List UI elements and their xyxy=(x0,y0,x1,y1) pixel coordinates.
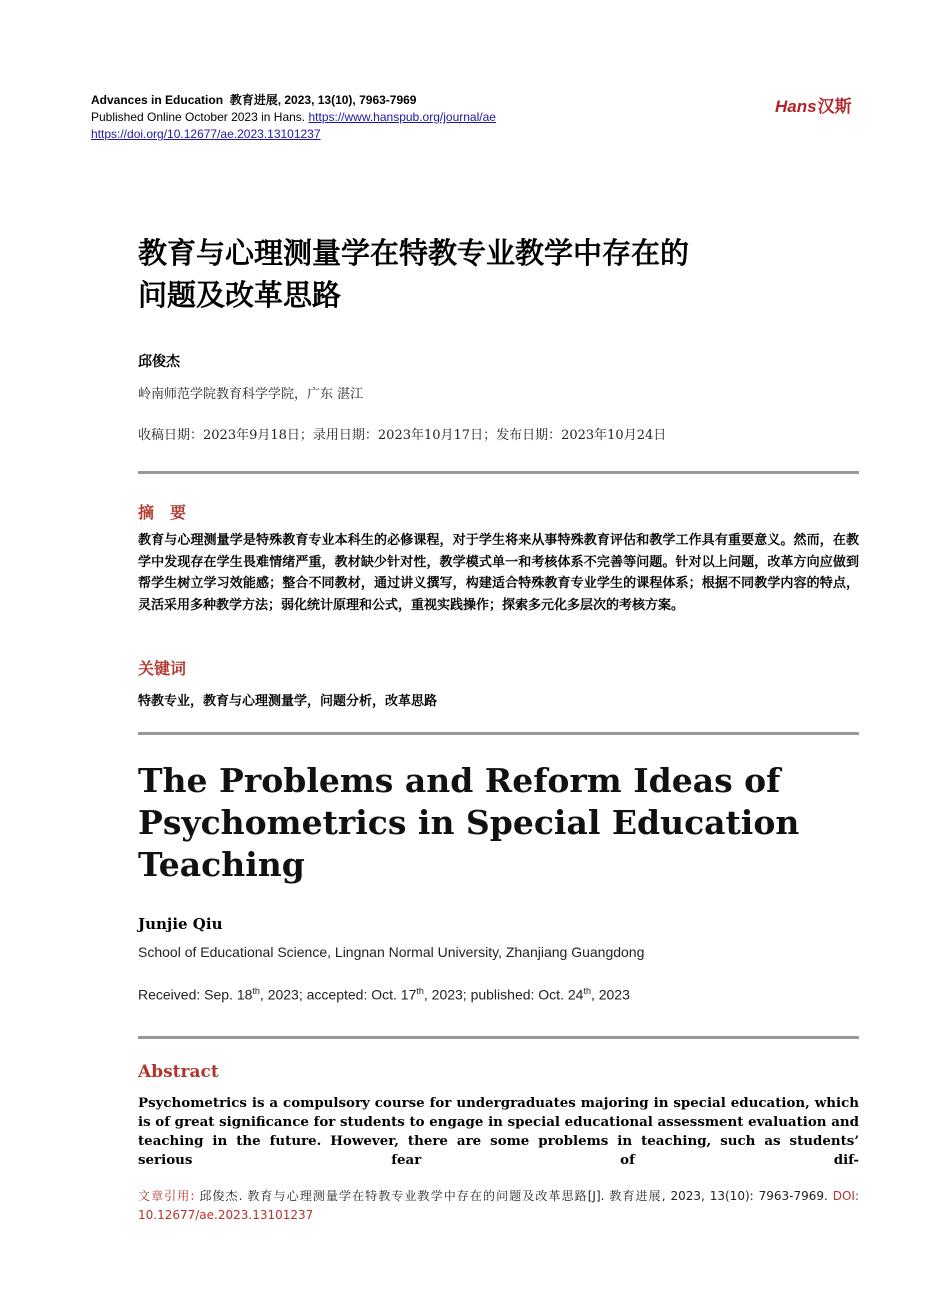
title-chinese-line-1: 教育与心理测量学在特教专业教学中存在的 xyxy=(138,236,690,270)
year-suffix: , 2023 xyxy=(590,986,630,1003)
logo-text-en: Hans xyxy=(775,97,817,116)
journal-header xyxy=(91,93,416,108)
accepted-date: , 2023; accepted: Oct. 17 xyxy=(259,986,417,1003)
title-english-line-3: Teaching xyxy=(138,845,305,884)
received-sup: th xyxy=(252,986,260,996)
published-sup: th xyxy=(583,986,591,996)
abstract-heading-chinese: 摘 要 xyxy=(138,503,187,522)
journal-reference: 教育进展, 2023, 13(10), 7963-7969 xyxy=(229,93,417,107)
received-date: Received: Sep. 18 xyxy=(138,986,253,1003)
accepted-sup: th xyxy=(416,986,424,996)
journal-url-link[interactable]: https://www.hanspub.org/journal/ae xyxy=(308,110,496,124)
published-date: , 2023; published: Oct. 24 xyxy=(423,986,584,1003)
logo-text-cn: 汉斯 xyxy=(817,97,852,116)
abstract-heading-english: Abstract xyxy=(138,1062,219,1082)
hans-logo xyxy=(775,92,852,117)
publication-line xyxy=(91,110,496,125)
author-chinese: 邱俊杰 xyxy=(138,354,180,370)
title-chinese xyxy=(138,232,858,316)
dates-english xyxy=(138,986,630,1003)
citation xyxy=(138,1187,859,1225)
divider-3 xyxy=(138,1036,859,1039)
doi-url-link[interactable]: https://doi.org/10.12677/ae.2023.13101237 xyxy=(91,127,321,141)
abstract-english: Psychometrics is a compulsory course for undergraduates majoring in special education, which is of great significance for students to engage in special educational assessment evaluation and teaching in the future. However, there are some problems in teaching, such as students’ serious fear of dif- xyxy=(138,1095,859,1168)
citation-label: 文章引用: xyxy=(138,1189,195,1203)
title-english-line-2: Psychometrics in Special Education xyxy=(138,803,800,842)
published-text: Published Online October 2023 in Hans. xyxy=(91,110,306,124)
doi-line xyxy=(91,127,321,142)
title-chinese-line-2: 问题及改革思路 xyxy=(138,278,342,312)
keywords-chinese: 特教专业，教育与心理测量学，问题分析，改革思路 xyxy=(138,694,438,709)
divider-1 xyxy=(138,471,859,474)
keywords-heading-chinese: 关键词 xyxy=(138,659,187,678)
journal-name: Advances in Education xyxy=(91,93,224,107)
divider-2 xyxy=(138,732,859,735)
author-english: Junjie Qiu xyxy=(138,915,223,933)
dates-chinese: 收稿日期：2023年9月18日；录用日期：2023年10月17日；发布日期：2023年10月24日 xyxy=(138,428,667,443)
title-english xyxy=(138,760,858,886)
title-english-line-1: The Problems and Reform Ideas of xyxy=(138,761,781,800)
affiliation-english: School of Educational Science, Lingnan Normal University, Zhanjiang Guangdong xyxy=(138,944,645,960)
citation-doi-link[interactable]: DOI: 10.12677/ae.2023.13101237 xyxy=(138,1189,859,1222)
abstract-chinese: 教育与心理测量学是特殊教育专业本科生的必修课程，对于学生将来从事特殊教育评估和教学工作具有重要意义。然而，在教学中发现存在学生畏难情绪严重，教材缺少针对性，教学模式单一和考核体系不完善等问题。针对以上问题，改革方向应做到帮学生树立学习效能感；整合不同教材，通过讲义撰写，构建适合特殊教育专业学生的课程体系；根据不同教学内容的特点，灵活采用多种教学方法；弱化统计原理和公式，重视实践操作；探索多元化多层次的考核方案。 xyxy=(138,533,859,613)
citation-text: 邱俊杰. 教育与心理测量学在特教专业教学中存在的问题及改革思路[J]. 教育进展, 2023, 13(10): 7963-7969. xyxy=(194,1189,833,1203)
affiliation-chinese: 岭南师范学院教育科学学院，广东 湛江 xyxy=(138,387,364,402)
